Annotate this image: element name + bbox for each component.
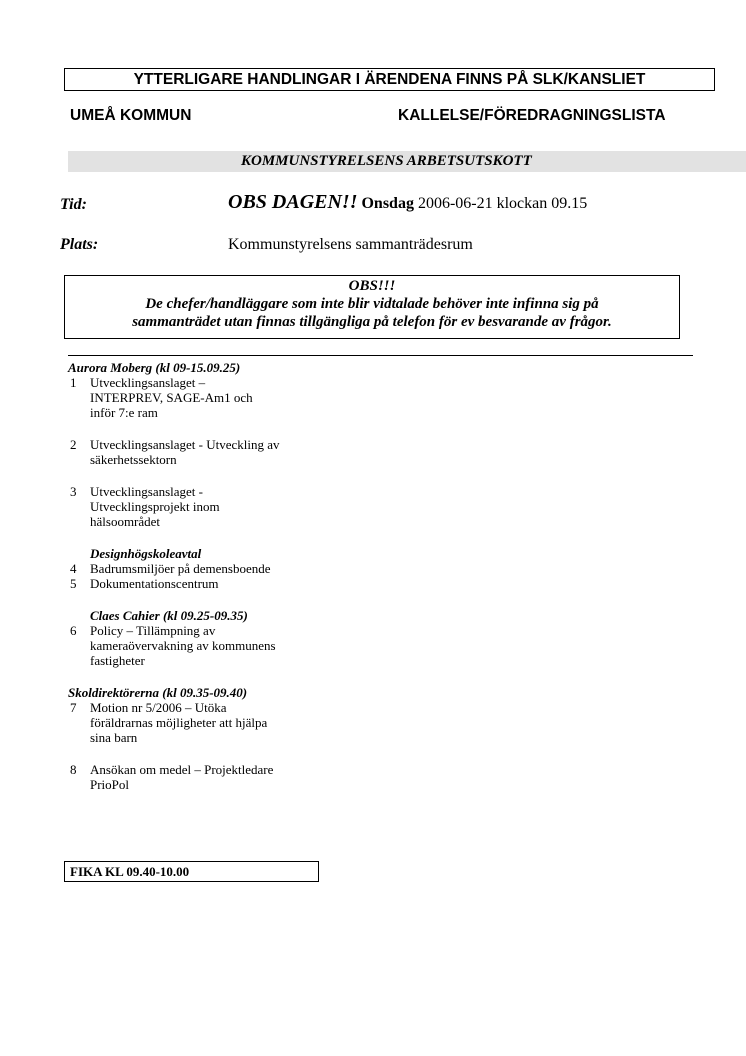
agenda-item [68, 623, 328, 668]
agenda-item-number: 8 [70, 762, 77, 777]
agenda-item-number: 1 [70, 375, 77, 390]
committee-title: KOMMUNSTYRELSENS ARBETSUTSKOTT [241, 153, 532, 169]
agenda-item-text: Utvecklingsprojekt inom [90, 499, 220, 514]
agenda-item-text: Ansökan om medel – Projektledare [90, 762, 274, 777]
agenda-item-text: kameraövervakning av kommunens [90, 638, 276, 653]
obs-day-label: OBS DAGEN!! [228, 191, 358, 213]
agenda-item [68, 700, 328, 745]
obs-notice-line-2: sammanträdet utan finnas tillgängliga på telefon för ev besvarande av frågor. [132, 314, 612, 330]
agenda-item [68, 576, 328, 591]
agenda-item-number: 5 [70, 576, 77, 591]
agenda-item-number: 3 [70, 484, 77, 499]
organization-name: UMEÅ KOMMUN [70, 107, 192, 124]
agenda-item-text: inför 7:e ram [90, 405, 158, 420]
agenda-item-text: Dokumentationscentrum [90, 576, 219, 591]
agenda-section-heading: Skoldirektörerna (kl 09.35-09.40) [68, 685, 248, 700]
meeting-datetime: 2006-06-21 klockan 09.15 [413, 195, 588, 212]
notice-banner: YTTERLIGARE HANDLINGAR I ÄRENDENA FINNS PÅ SLK/KANSLIET [64, 68, 715, 91]
agenda-item-text: fastigheter [90, 653, 145, 668]
meeting-time [228, 191, 587, 214]
place-label: Plats: [60, 236, 99, 253]
agenda-item-number: 4 [70, 561, 77, 576]
agenda-item-text: hälsoområdet [90, 514, 161, 529]
agenda-item-text: föräldrarnas möjligheter att hjälpa [90, 715, 268, 730]
agenda-section-heading: Aurora Moberg (kl 09-15.09.25) [68, 360, 241, 375]
time-label: Tid: [60, 196, 87, 213]
agenda-item [68, 437, 328, 467]
agenda-item-text: Policy – Tillämpning av [90, 623, 216, 638]
agenda-item-text: INTERPREV, SAGE-Am1 och [90, 390, 253, 405]
agenda-section-heading: Claes Cahier (kl 09.25-09.35) [90, 608, 248, 623]
agenda-list [68, 360, 328, 792]
document-type: KALLELSE/FÖREDRAGNINGSLISTA [398, 107, 666, 124]
agenda-item [68, 762, 328, 792]
obs-notice-line-1: De chefer/handläggare som inte blir vidtalade behöver inte infinna sig på [145, 296, 599, 312]
weekday: Onsdag [361, 195, 414, 212]
agenda-item-text: PrioPol [90, 777, 130, 792]
agenda-item-text: Badrumsmiljöer på demensboende [90, 561, 271, 576]
agenda-item-text: Utvecklingsanslaget – [90, 375, 206, 390]
agenda-item [68, 561, 328, 576]
agenda-item-text: sina barn [90, 730, 138, 745]
obs-notice-box [64, 275, 680, 339]
agenda-item-text: Motion nr 5/2006 – Utöka [90, 700, 227, 715]
agenda-item [68, 484, 328, 529]
agenda-item-text: Utvecklingsanslaget - Utveckling av [90, 437, 280, 452]
agenda-item-text: säkerhetssektorn [90, 452, 177, 467]
agenda-item [68, 375, 328, 420]
agenda-item-text: Utvecklingsanslaget - [90, 484, 203, 499]
meeting-place: Kommunstyrelsens sammanträdesrum [228, 236, 473, 253]
agenda-item-number: 6 [70, 623, 77, 638]
agenda-item-number: 7 [70, 700, 77, 715]
agenda-item-number: 2 [70, 437, 77, 452]
agenda-section-heading: Designhögskoleavtal [90, 546, 202, 561]
divider [68, 355, 693, 356]
coffee-break-box: FIKA KL 09.40-10.00 [64, 861, 319, 882]
obs-notice-title: OBS!!! [348, 278, 396, 294]
committee-band [68, 151, 746, 172]
